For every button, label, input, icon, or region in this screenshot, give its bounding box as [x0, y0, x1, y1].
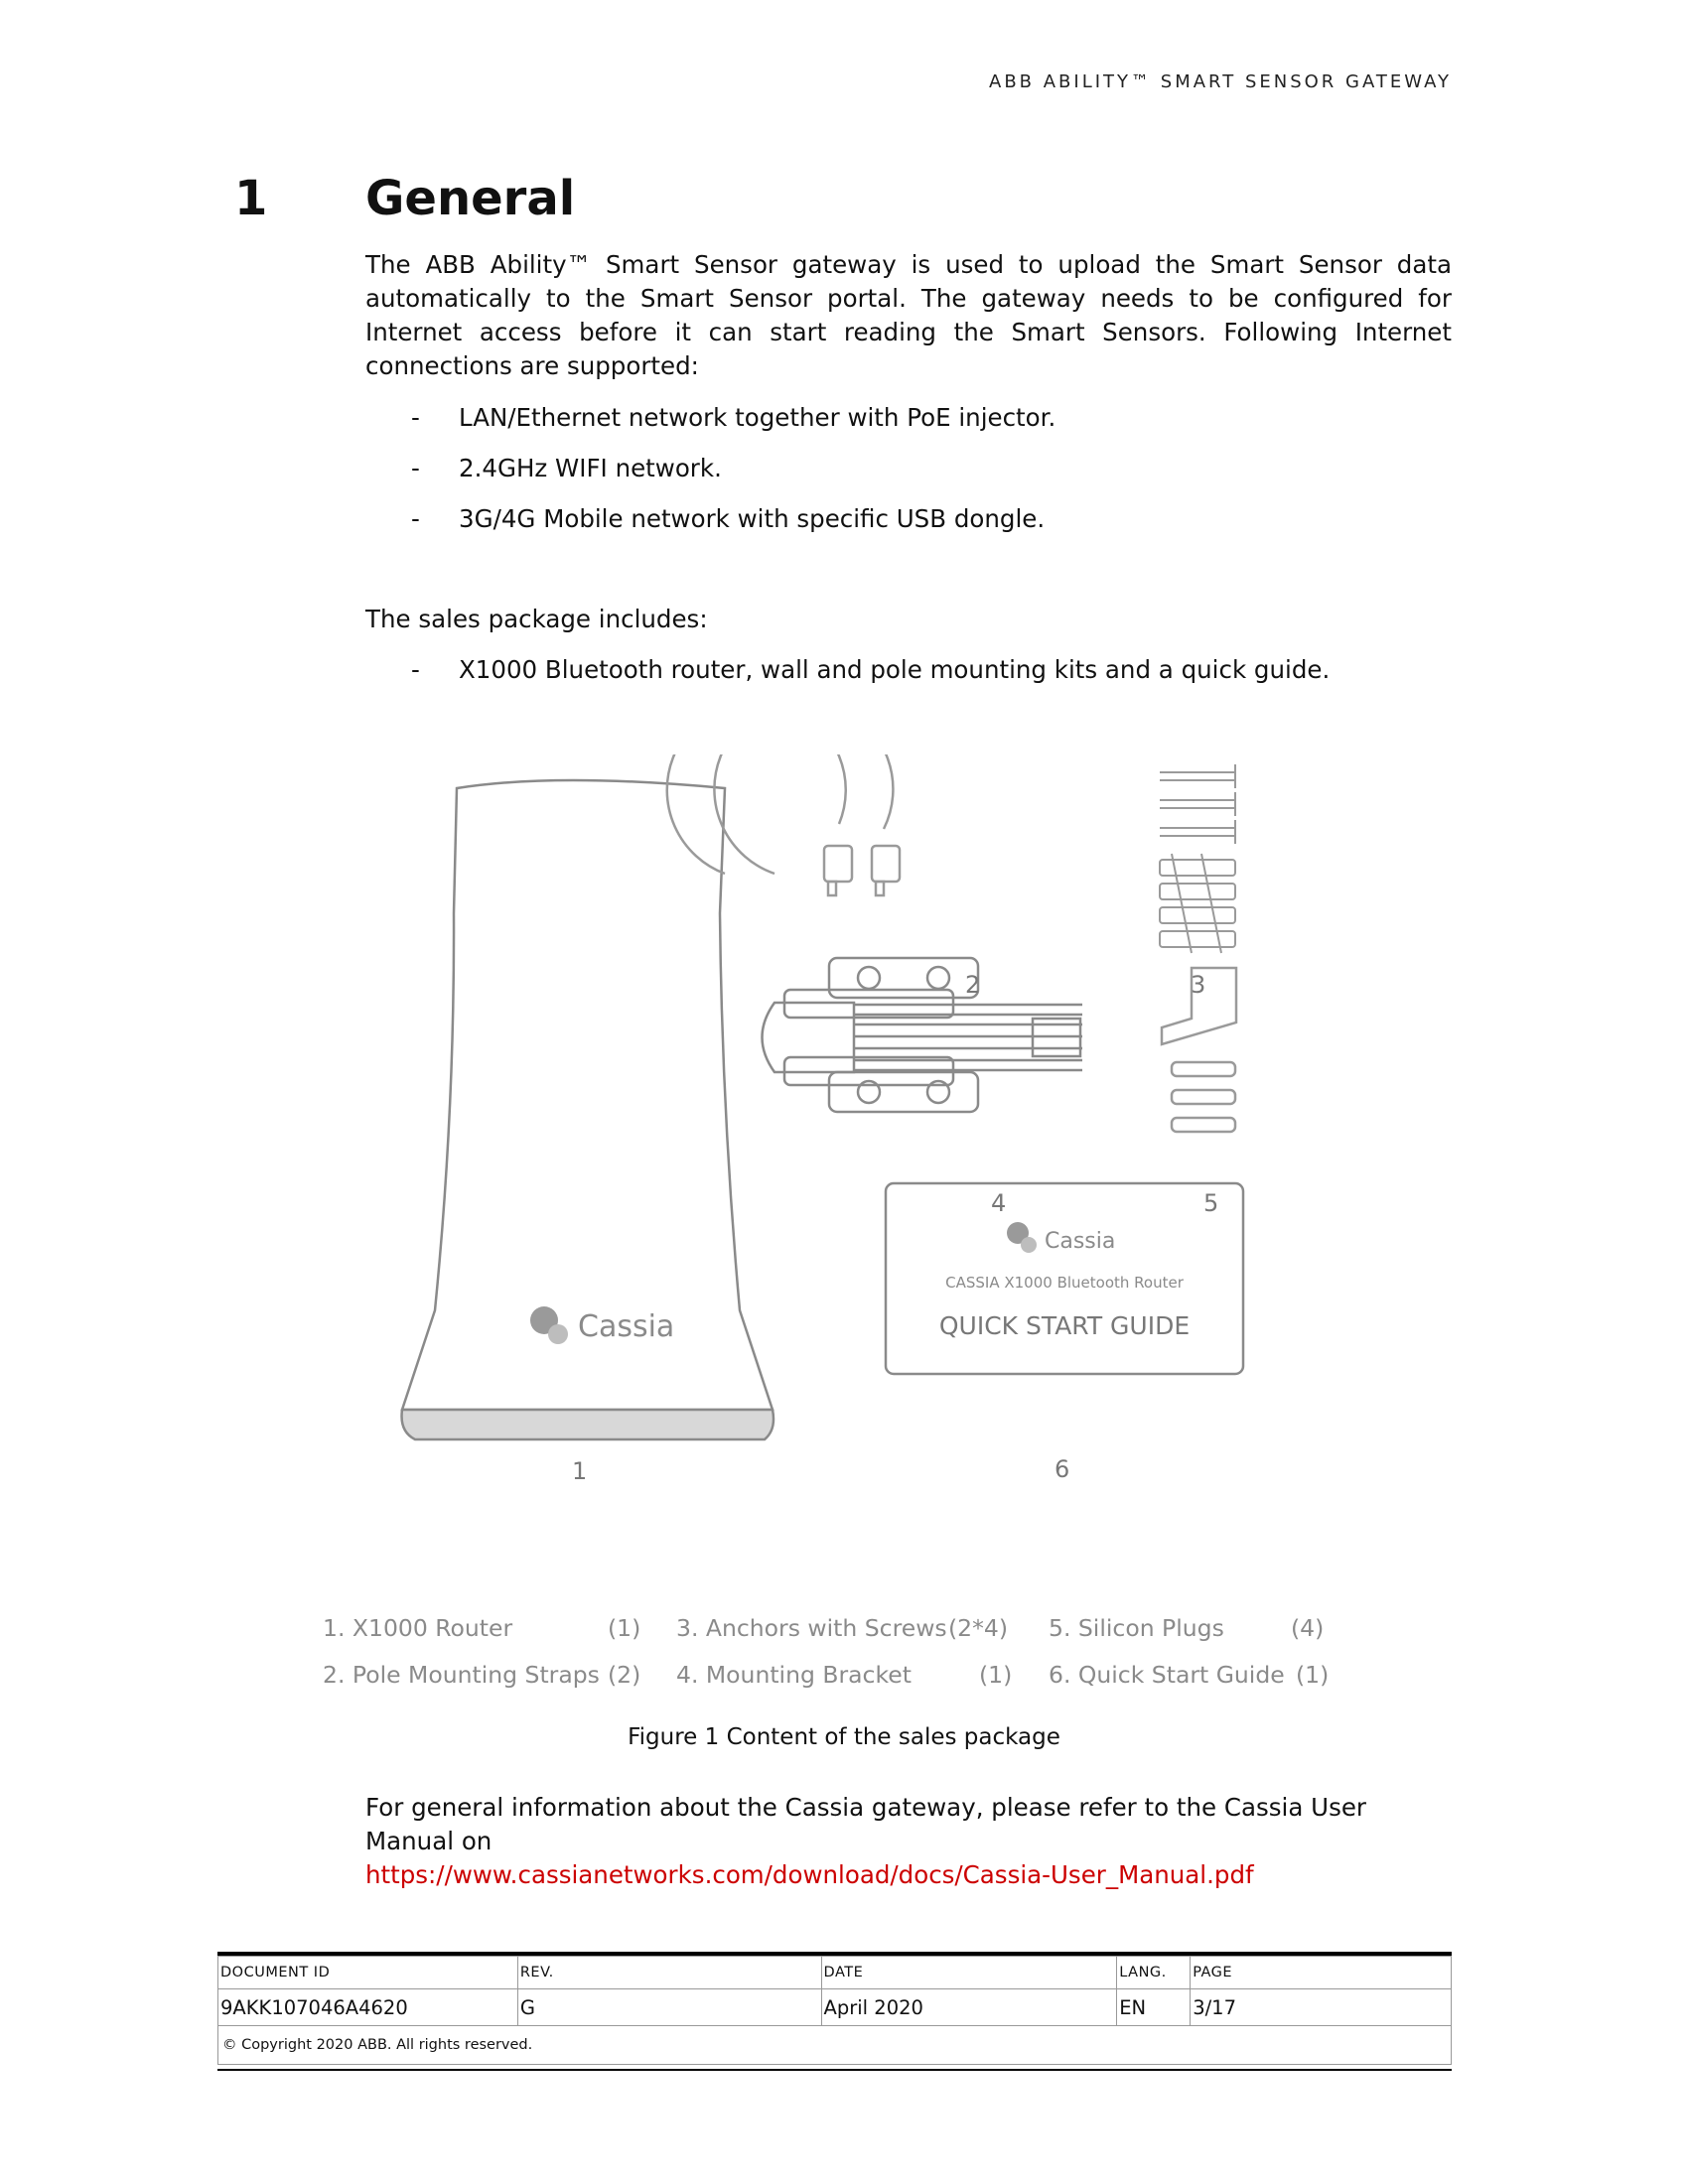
bullet-dash: -: [411, 403, 420, 432]
list-item: [365, 452, 1452, 502]
screw-anchor-illustration: [1160, 764, 1235, 953]
footer-header-cell: LANG.: [1117, 1957, 1191, 1989]
info-paragraph: [365, 1791, 1458, 1892]
legend-item-label: 4. Mounting Bracket: [676, 1661, 912, 1689]
intro-paragraph: The ABB Ability™ Smart Sensor gateway is used to upload the Smart Sensor data automatically to the Smart Sensor portal. The gateway needs to be configured for Internet access before it can start reading the Smart Sensors. Following Internet connections are supported:: [365, 250, 1452, 380]
package-illustration: [298, 754, 1370, 1707]
guide-title: QUICK START GUIDE: [938, 1311, 1191, 1340]
document-id-value: 9AKK107046A4620: [218, 1989, 518, 2026]
sales-package-figure: [298, 754, 1370, 1707]
footer-header-cell: DATE: [821, 1957, 1117, 1989]
legend-item-qty: (2): [608, 1661, 641, 1689]
item-number-2: 2: [965, 971, 981, 999]
legend-item-label: 5. Silicon Plugs: [1049, 1614, 1224, 1642]
language-value: EN: [1117, 1989, 1191, 2026]
item-number-3: 3: [1191, 971, 1206, 999]
legend-item-qty: (1): [608, 1614, 641, 1642]
legend-item-qty: (1): [1296, 1661, 1330, 1689]
guide-logo-icon: [1007, 1222, 1037, 1253]
legend-item-qty: (2*4): [948, 1614, 1008, 1642]
section-number: 1: [234, 171, 268, 226]
footer-value-row: [218, 1989, 1452, 2026]
footer-header-cell: REV.: [517, 1957, 821, 1989]
list-item-text: 2.4GHz WIFI network.: [459, 454, 722, 482]
revision-value: G: [517, 1989, 821, 2026]
legend-item-qty: (4): [1291, 1614, 1325, 1642]
page-value: 3/17: [1191, 1989, 1452, 2026]
footer-header-row: [218, 1957, 1452, 1989]
document-footer-table: [217, 1956, 1452, 2065]
figure-caption: Figure 1 Content of the sales package: [628, 1724, 1060, 1750]
router-brand-text: Cassia: [578, 1309, 675, 1344]
sales-list: [365, 653, 1452, 704]
legend-item-label: 2. Pole Mounting Straps: [323, 1661, 600, 1689]
legend-item-label: 3. Anchors with Screws: [676, 1614, 947, 1642]
list-item: [365, 653, 1452, 704]
bracket-illustration: [763, 958, 1083, 1112]
item-number-4: 4: [991, 1189, 1007, 1217]
list-item-text: LAN/Ethernet network together with PoE injector.: [459, 403, 1056, 432]
footer-header-cell: DOCUMENT ID: [218, 1957, 518, 1989]
cassia-manual-link[interactable]: https://www.cassianetworks.com/download/docs/Cassia-User_Manual.pdf: [365, 1860, 1254, 1889]
bullet-dash: -: [411, 454, 420, 482]
legend-item-label: 6. Quick Start Guide: [1049, 1661, 1285, 1689]
copyright-text: © Copyright 2020 ABB. All rights reserved.: [218, 2026, 1452, 2065]
info-text: For general information about the Cassia gateway, please refer to the Cassia User Manual on: [365, 1793, 1366, 1855]
list-item-text: X1000 Bluetooth router, wall and pole mounting kits and a quick guide.: [459, 655, 1331, 684]
list-item-text: 3G/4G Mobile network with specific USB dongle.: [459, 504, 1046, 533]
sales-intro: The sales package includes:: [365, 605, 708, 633]
item-number-6: 6: [1055, 1455, 1070, 1483]
list-item: [365, 502, 1452, 553]
bullet-dash: -: [411, 504, 420, 533]
legend-item-label: 1. X1000 Router: [323, 1614, 513, 1642]
list-item: [365, 401, 1452, 452]
item-number-1: 1: [572, 1457, 588, 1485]
footer-copyright-row: [218, 2026, 1452, 2065]
footer-header-cell: PAGE: [1191, 1957, 1452, 1989]
guide-subtitle: CASSIA X1000 Bluetooth Router: [945, 1274, 1184, 1292]
guide-brand-text: Cassia: [1045, 1229, 1116, 1254]
bullet-dash: -: [411, 655, 420, 684]
connection-list: [365, 401, 1452, 553]
section-title: General: [365, 171, 576, 226]
date-value: April 2020: [821, 1989, 1117, 2026]
footer-bottom-rule: [217, 2069, 1452, 2071]
legend-item-qty: (1): [979, 1661, 1013, 1689]
item-number-5: 5: [1203, 1189, 1219, 1217]
running-header: ABB ABILITY™ SMART SENSOR GATEWAY: [989, 71, 1452, 92]
